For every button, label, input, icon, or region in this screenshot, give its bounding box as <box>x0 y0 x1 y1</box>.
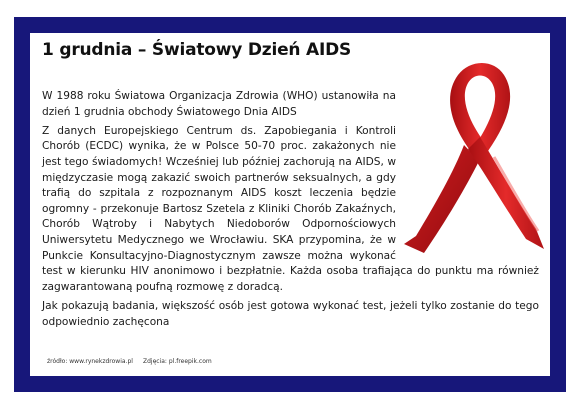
page-title: 1 grudnia – Światowy Dzień AIDS <box>42 40 352 60</box>
photo-credit: Zdjęcia: pl.freepik.com <box>143 358 212 365</box>
paragraph-intro: W 1988 roku Światowa Organizacja Zdrowia (WHO) ustanowiła na dzień 1 grudnia obchody Światowego Dnia AIDS <box>42 90 396 118</box>
paragraph-ecdc: Z danych Europejskiego Centrum ds. Zapobiegania i Kontroli Chorób (ECDC) wynika, że w Polsce 50-70 proc. zakażonych nie jest tego świadomych! Wcześniej lub później zachorują na AIDS, w międzyczasie mogą zakazić swoich partnerów seksualnych, a gdy trafią do szpitala z rozpoznanym AIDS koszt leczenia będzie ogromny - przekonuje Bartosz Szetela z Kliniki Chorób Zakaźnych, Chorób Wątroby i Nabytych Niedoborów Odpornościowych Uniwersytetu Medycznego we Wrocławiu. SKA przypomina, że w Punkcie Konsultacyjno-Diagnostycznym zawsze można wykonać test w kierunku HIV anonimowo i bezpłatnie. Każda osoba trafiająca do punktu ma również zagwarantowaną poufną rozmowę z doradcą. <box>42 124 539 293</box>
paragraph-closing: Jak pokazują badania, większość osób jest gotowa wykonać test, jeżeli tylko zostanie do tego odpowiednio zachęcona <box>42 299 539 328</box>
red-ribbon-icon <box>402 53 547 254</box>
article-body <box>42 89 539 334</box>
source-credit: źródło: www.rynekzdrowia.pl <box>47 358 133 365</box>
red-ribbon-image <box>402 53 547 254</box>
